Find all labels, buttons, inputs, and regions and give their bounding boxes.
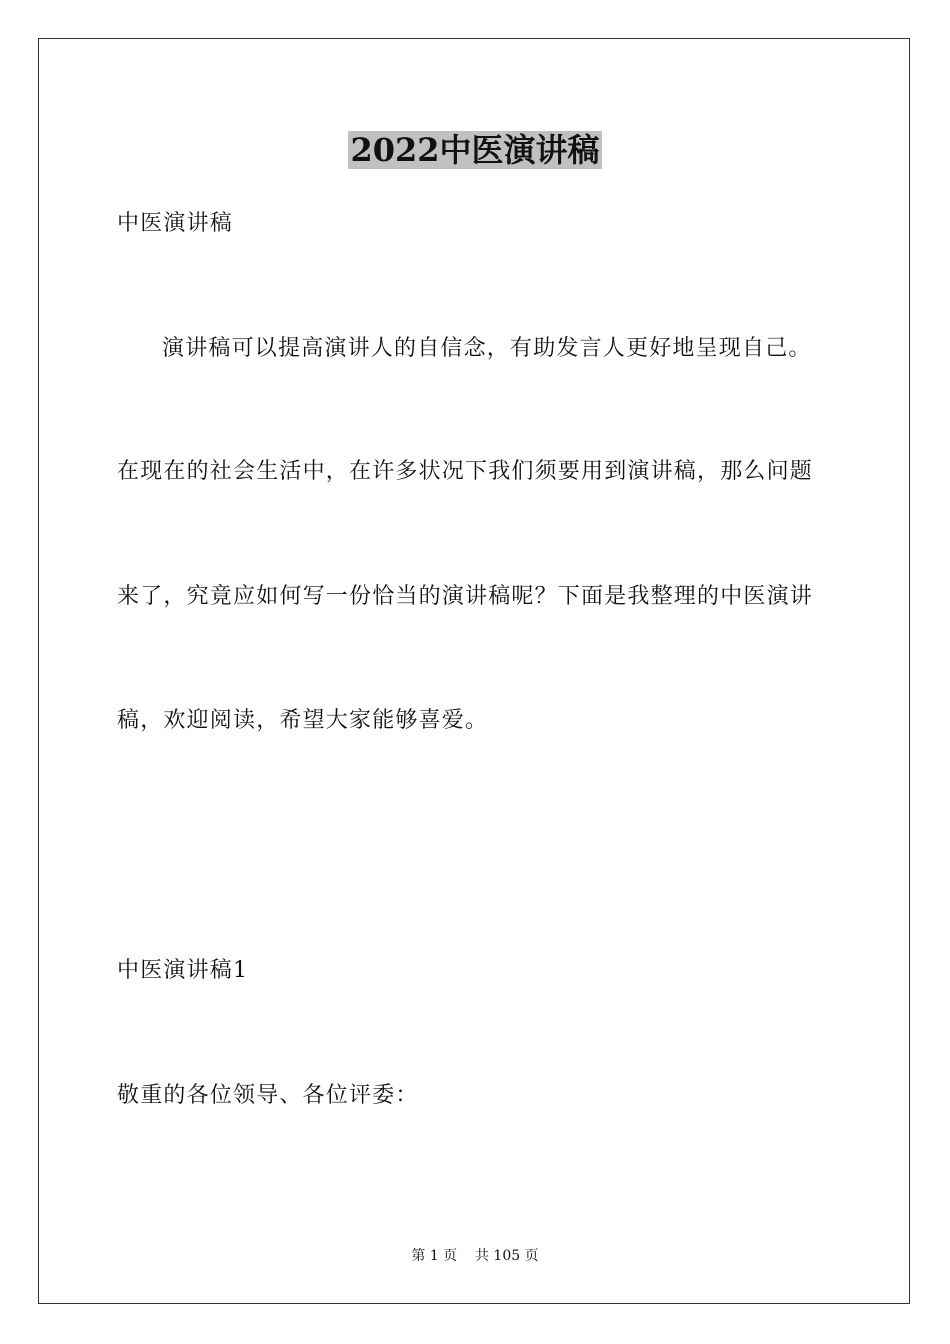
page-number-footer: 第 1 页 共 105 页 [411,1248,539,1264]
salutation: 敬重的各位领导、各位评委： [117,1083,419,1108]
document-subtitle: 中医演讲稿 [117,211,234,236]
document-title [0,128,950,172]
intro-line-4: 稿，欢迎阅读，希望大家能够喜爱。 [117,708,489,733]
intro-line-2: 在现在的社会生活中，在许多状况下我们须要用到演讲稿，那么问题 [117,459,814,484]
document-title-text: 2022中医演讲稿 [350,131,600,169]
intro-line-3: 来了，究竟应如何写一份恰当的演讲稿呢？下面是我整理的中医演讲 [117,584,814,609]
intro-line-1: 演讲稿可以提高演讲人的自信念，有助发言人更好地呈现自己。 [162,336,812,361]
section-heading: 中医演讲稿1 [117,958,249,983]
